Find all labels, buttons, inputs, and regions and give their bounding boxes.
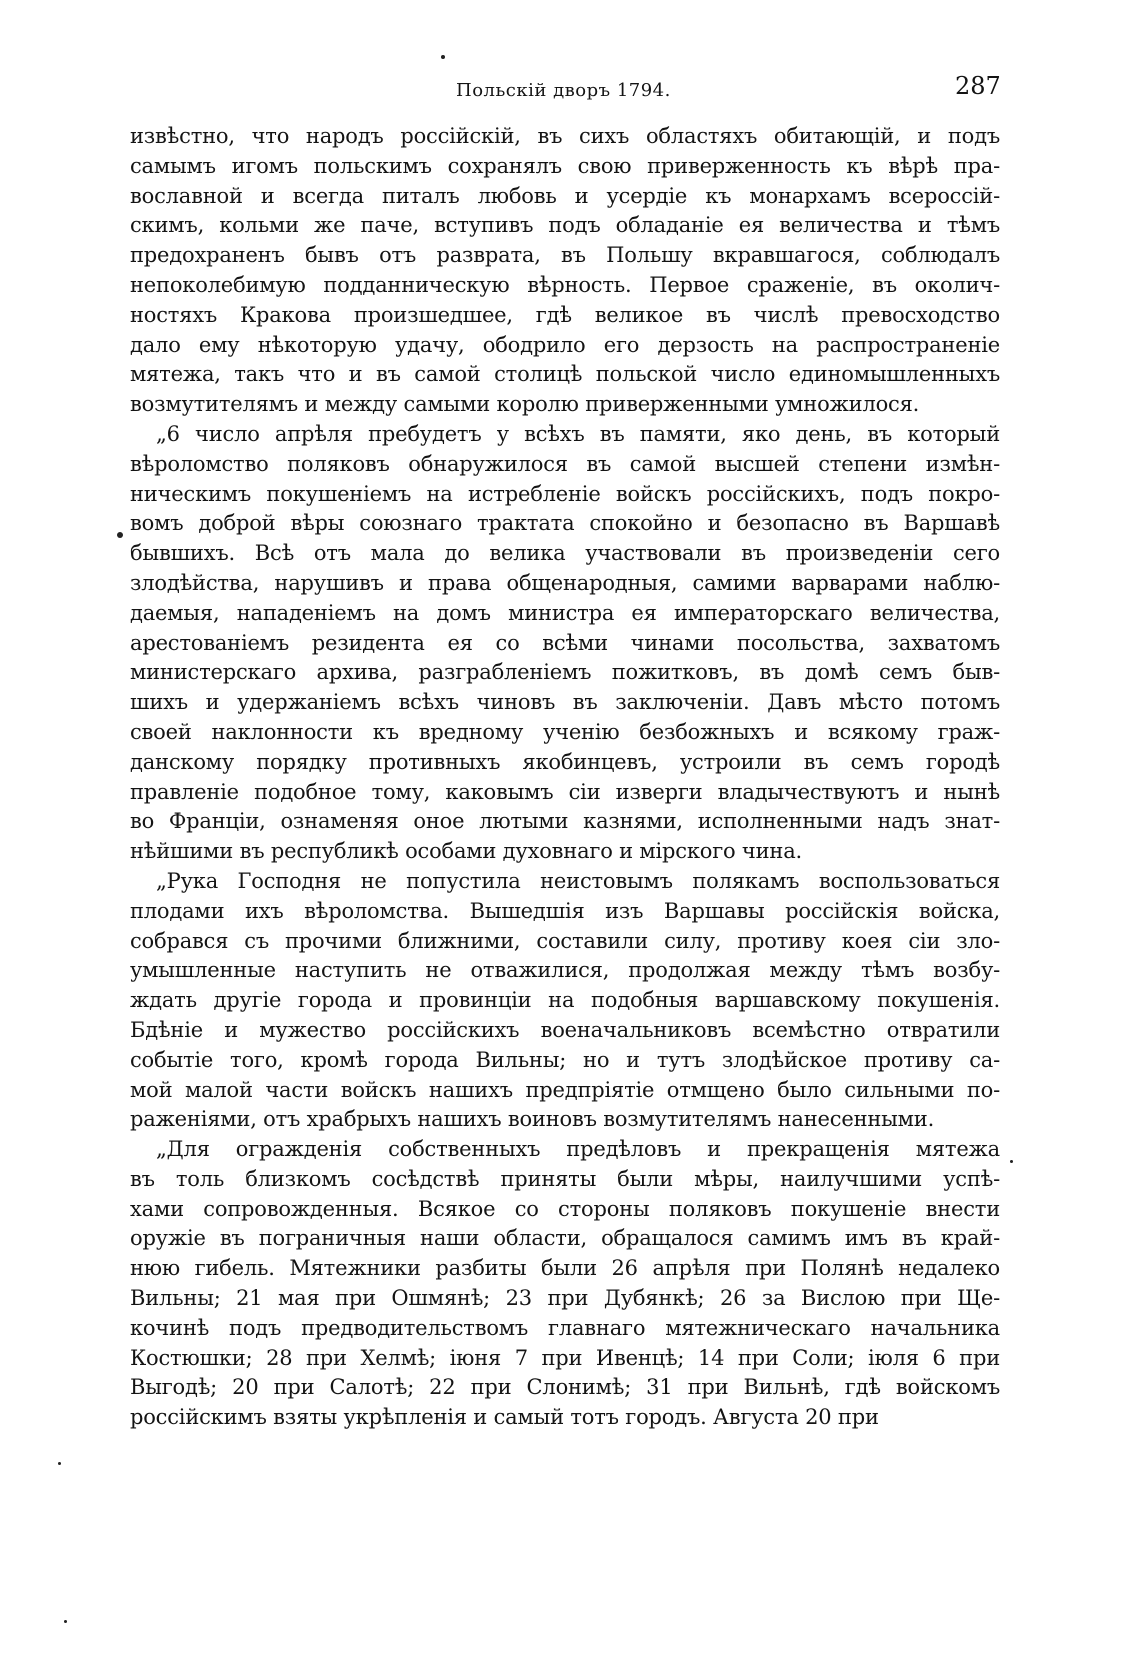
text-line: кочинѣ подъ предводительствомъ главнаго мятежническаго начальника — [130, 1315, 1000, 1340]
text-line: ждать другіе города и провинціи на подобныя варшавскому покушенія. — [130, 988, 1000, 1013]
text-line: Бдѣніе и мужество россійскихъ военачальниковъ всемѣстно отвратили — [130, 1017, 1000, 1042]
text-line: хами сопровожденныя. Всякое со стороны поляковъ покушеніе внести — [130, 1196, 1000, 1221]
text-line: злодѣйства, нарушивъ и права общенародныя, самими варварами наблю- — [130, 570, 1000, 595]
text-line: даемыя, нападеніемъ на домъ министра ея императорскаго величества, — [130, 600, 1000, 625]
text-line: предохраненъ бывъ отъ разврата, въ Польшу вкравшагося, соблюдалъ — [130, 243, 1000, 268]
scan-speck — [64, 1620, 67, 1623]
page-number: 287 — [955, 72, 1001, 100]
scan-speck — [1010, 1160, 1013, 1163]
text-line: „6 число апрѣля пребудетъ у всѣхъ въ памяти, яко день, въ который — [156, 421, 1000, 446]
text-line: мой малой части войскъ нашихъ предпріятіе отмщено было сильными по- — [130, 1077, 1000, 1102]
text-line: шихъ и удержаніемъ всѣхъ чиновъ въ заключеніи. Давъ мѣсто потомъ — [130, 690, 1000, 715]
text-line: вомъ доброй вѣры союзнаго трактата спокойно и безопасно въ Варшавѣ — [130, 511, 1000, 536]
text-line: Костюшки; 28 при Хелмѣ; іюня 7 при Ивенцѣ; 14 при Соли; іюля 6 при — [130, 1345, 1000, 1370]
text-line: нѣйшими въ республикѣ особами духовнаго и мірского чина. — [130, 839, 803, 864]
text-line: вославной и всегда питалъ любовь и усердіе къ монархамъ всероссій- — [130, 183, 1000, 208]
text-line: раженіями, отъ храбрыхъ нашихъ воиновъ возмутителямъ нанесенными. — [130, 1107, 935, 1132]
text-line: извѣстно, что народъ россійскій, въ сихъ областяхъ обитающій, и подъ — [130, 124, 1000, 148]
text-line: въ толь близкомъ сосѣдствѣ приняты были мѣры, наилучшими успѣ- — [130, 1166, 1000, 1191]
text-line: данскому порядку противныхъ якобинцевъ, устроили въ семъ городѣ — [130, 749, 1000, 774]
text-line: возмутителямъ и между самыми королю приверженными умножилося. — [130, 392, 920, 417]
text-line: событіе того, кромѣ города Вильны; но и тутъ злодѣйское противу са- — [130, 1047, 1000, 1072]
text-line: оружіе въ пограничныя наши области, обращалося самимъ имъ въ край- — [130, 1226, 1000, 1251]
text-line: непоколебимую подданническую вѣрность. Первое сраженіе, въ околич- — [130, 272, 1000, 297]
text-line: „Рука Господня не попустила неистовымъ полякамъ воспользоваться — [156, 868, 1000, 893]
text-line: Выгодѣ; 20 при Салотѣ; 22 при Слонимѣ; 31 при Вильнѣ, гдѣ войскомъ — [130, 1375, 1000, 1400]
body-text — [130, 122, 1000, 1433]
text-line: мятежа, такъ что и въ самой столицѣ польской число единомышленныхъ — [130, 362, 1000, 387]
scan-speck — [58, 1462, 61, 1465]
text-line: плодами ихъ вѣроломства. Вышедшія изъ Варшавы россійскія войска, — [130, 898, 1000, 923]
text-line: вѣроломство поляковъ обнаружилося въ самой высшей степени измѣн- — [130, 451, 1000, 476]
text-line: россійскимъ взяты укрѣпленія и самый тотъ городъ. Августа 20 при — [130, 1405, 879, 1430]
text-line: министерскаго архива, разграбленіемъ пожитковъ, въ домѣ семъ быв- — [130, 660, 1000, 685]
text-line: самымъ игомъ польскимъ сохранялъ свою приверженность къ вѣрѣ пра- — [130, 153, 1000, 178]
text-line: своей наклонности къ вредному ученію безбожныхъ и всякому граж- — [130, 719, 1000, 744]
text-line: бывшихъ. Всѣ отъ мала до велика участвовали въ произведеніи сего — [130, 541, 1000, 566]
text-line: во Франціи, ознаменяя оное лютыми казнями, исполненными надъ знат- — [130, 809, 1000, 834]
running-header: Польскій дворъ 1794. — [456, 80, 671, 101]
text-line: дало ему нѣкоторую удачу, ободрило его дерзость на распространеніе — [130, 332, 1000, 357]
scan-speck — [117, 532, 123, 538]
text-line: собрався съ прочими ближними, составили силу, противу коея сіи зло- — [130, 928, 1000, 953]
text-line: нюю гибель. Мятежники разбиты были 26 апрѣля при Полянѣ недалеко — [130, 1256, 1000, 1281]
text-line: умышленные наступить не отважилися, продолжая между тѣмъ возбу- — [130, 958, 1000, 983]
text-line: арестованіемъ резидента ея со всѣми чинами посольства, захватомъ — [130, 630, 1000, 655]
text-line: ностяхъ Кракова произшедшее, гдѣ великое въ числѣ превосходство — [130, 302, 1000, 327]
text-line: ническимъ покушеніемъ на истребленіе войскъ россійскихъ, подъ покро- — [130, 481, 1000, 506]
text-line: правленіе подобное тому, каковымъ сіи изверги владычествуютъ и нынѣ — [130, 779, 1000, 804]
scan-speck — [441, 55, 445, 59]
text-line: „Для огражденія собственныхъ предѣловъ и прекращенія мятежа — [156, 1137, 1000, 1162]
text-line: скимъ, кольми же паче, вступивъ подъ обладаніе ея величества и тѣмъ — [130, 213, 1000, 238]
text-line: Вильны; 21 мая при Ошмянѣ; 23 при Дубянкѣ; 26 за Вислою при Ще- — [130, 1286, 1000, 1311]
